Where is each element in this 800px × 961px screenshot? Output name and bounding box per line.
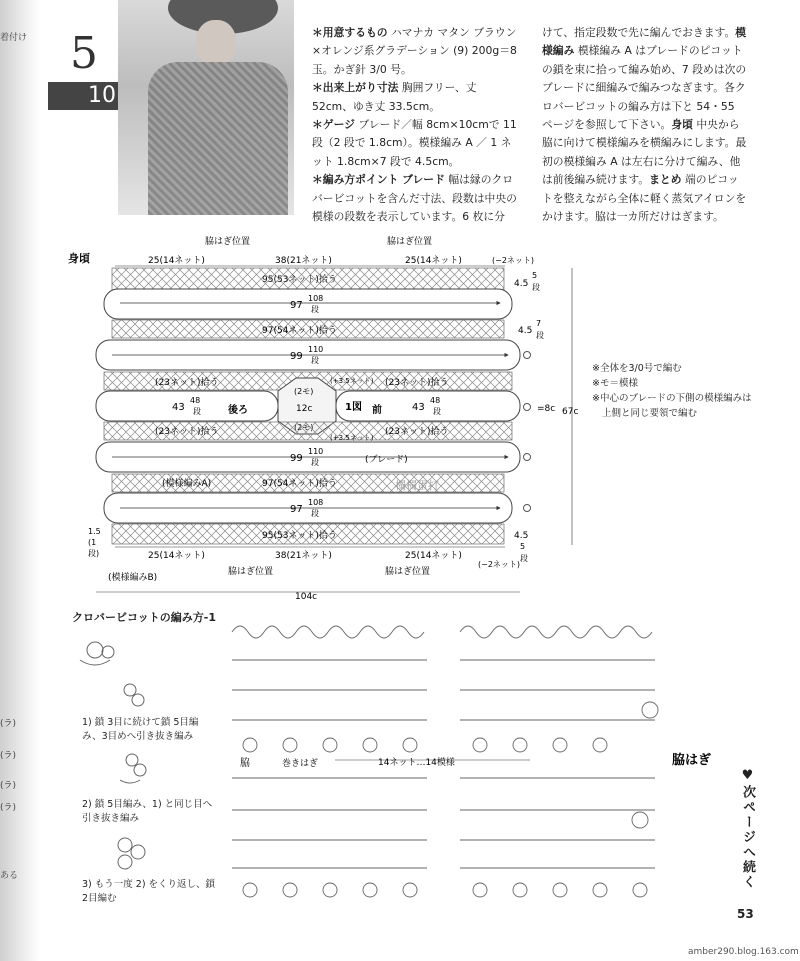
instr-points: ＊編み方ポイント ブレード 幅は縁のクロバービコットを含んだ寸法、段数は中央の模様の段数を表示しています。6 枚に分 (312, 173, 517, 224)
total-height: 67c (562, 407, 579, 417)
margin-mark: (ラ) (0, 719, 17, 729)
note-3: ※中心のブレードの下側の模様編みは (592, 393, 752, 404)
margin-mark: (ラ) (0, 781, 17, 791)
clover-steps-drawings (80, 642, 146, 869)
svg-text:48: 48 (430, 396, 441, 405)
repeat-label: 14ネット…14模様 (378, 758, 455, 768)
svg-text:7: 7 (536, 319, 542, 328)
svg-text:5: 5 (520, 542, 526, 551)
clover-step-2: 2) 鎖 5目編み、1) と同じ目へ引き抜き編み (82, 799, 213, 824)
margin-mark: (ラ) (0, 803, 17, 813)
neck-width: 12c (296, 404, 313, 414)
dim-top-1: 25(14ネット) (148, 256, 205, 266)
seam-label-top-right: 脇はぎ位置 (387, 237, 433, 247)
seam-label-bottom-right: 脇はぎ位置 (385, 567, 431, 577)
svg-text:48: 48 (190, 396, 201, 405)
pickup-1: 95(53ネット)拾う (262, 275, 337, 285)
dim-bottom-2: 38(21ネット) (275, 551, 332, 561)
dim-bottom-1: 25(14ネット) (148, 551, 205, 561)
pickup-4: 95(53ネット)拾う (262, 531, 337, 541)
pickup-3: 97(54ネット)拾う (262, 479, 337, 489)
clover-step-1: 1) 鎖 3目に続けて鎖 5目編み、3目めへ引き抜き編み (82, 717, 199, 742)
braid-1-width: 97 (290, 300, 303, 311)
section-title: 身頃 (68, 252, 90, 265)
svg-text:段: 段 (311, 509, 319, 518)
instr-cont: けて、指定段数で先に編んでおきます。模様編み 模様編み A はブレードのピコットの鎖を束に拾って編み始め、7 段めは次のブレードに細編みで編みつなぎます。各クロバービコットの編み方は下と 54・55 ページを参照して下さい。身頃 中央から脇に向けて模様編みを横編みにします。最初の模様編み A は左右に分けて編み、他は前後編み続けます。まとめ 端のピコットを整えながら全体に軽く蒸気アイロンをかけます。脇は一カ所だけはぎます。 (542, 26, 747, 224)
svg-text:段: 段 (520, 554, 528, 563)
note-4: 上側と同じ要領で編む (602, 408, 698, 419)
side-seam-label: 脇はぎ (672, 753, 712, 768)
front-label: 前 (372, 405, 382, 416)
svg-text:段: 段 (311, 356, 319, 365)
braid-4-width: 97 (290, 504, 303, 515)
minus-net-top: (−2ネット) (492, 256, 535, 265)
pickup-center-4: (23ネット)拾う (385, 427, 449, 437)
dim-top-3: 25(14ネット) (405, 256, 462, 266)
note-1: ※全体を3/0号で編む (592, 363, 682, 374)
note-2: ※モ＝模様 (592, 378, 638, 389)
diagram-notes (592, 361, 752, 421)
front-width: 43 (412, 402, 425, 413)
right-dim-4: 4.5 (514, 531, 529, 541)
svg-text:(+3.5ネット): (+3.5ネット) (330, 377, 374, 385)
pickup-center-1: (23ネット)拾う (155, 378, 219, 388)
instr-size: ＊出来上がり寸法 胸囲フリー、丈 52cm、ゆき丈 33.5cm。 (312, 81, 477, 113)
braid-label: (ブレード) (365, 455, 408, 465)
svg-text:110: 110 (308, 345, 324, 354)
dim-bottom-3: 25(14ネット) (405, 551, 462, 561)
pattern-a-label: (模様編みA) (162, 479, 212, 489)
margin-text: ある (0, 871, 19, 881)
side-label: 脇 (240, 758, 250, 769)
pattern-subnumber: 10 (48, 82, 120, 110)
continue-next-page: ♥次ページへ続く (740, 768, 755, 890)
svg-text:108: 108 (308, 498, 324, 507)
svg-text:段): 段) (88, 549, 100, 558)
svg-text:(2モ): (2モ) (294, 387, 314, 396)
svg-text:(1: (1 (88, 538, 97, 547)
blog-footer: amber290.blog.163.com (688, 947, 799, 957)
svg-text:段: 段 (532, 283, 540, 292)
svg-text:段: 段 (433, 407, 441, 416)
seam-label-top-left: 脇はぎ位置 (205, 237, 251, 247)
svg-text:5: 5 (532, 271, 538, 280)
pattern-number: 5 (70, 28, 98, 79)
pickup-center-2: (23ネット)拾う (385, 378, 449, 388)
svg-text:110: 110 (308, 447, 324, 456)
svg-text:段: 段 (311, 305, 319, 314)
pickup-center-3: (23ネット)拾う (155, 427, 219, 437)
left-dim: 1.5 (88, 527, 101, 536)
instr-materials: ＊用意するもの ハマナカ マタン ブラウン×オレンジ系グラデーション (9) 200g＝8玉。かぎ針 3/0 号。 (312, 26, 517, 76)
right-dim-2: 4.5 (518, 326, 533, 336)
dim-top-2: 38(21ネット) (275, 256, 332, 266)
svg-text:段: 段 (536, 331, 544, 340)
page-number: 53 (737, 907, 754, 921)
clover-title: クロバービコットの編み方-1 (72, 611, 216, 624)
braid-2-width: 99 (290, 351, 303, 362)
wrap-seam-label: 巻きはぎ (282, 759, 319, 769)
braid-1-rows: 108 (308, 294, 324, 303)
back-label: 後ろ (228, 405, 248, 416)
svg-text:段: 段 (311, 458, 319, 467)
clover-step-3: 3) もう一度 2) をくり返し、鎖 2目編む (82, 879, 216, 904)
braid-3-width: 99 (290, 453, 303, 464)
svg-text:(+3.5ネット): (+3.5ネット) (330, 434, 374, 442)
back-width: 43 (172, 402, 185, 413)
margin-mark: (ラ) (0, 751, 17, 761)
pickup-2: 97(54ネット)拾う (262, 326, 337, 336)
right-dim-1: 4.5 (514, 279, 529, 289)
right-dim-3: =8c (537, 404, 556, 414)
instr-gauge: ＊ゲージ ブレード／幅 8cm×10cmで 11段（2 段で 1.8cm）。模様編み A ／ 1 ネット 1.8cm×7 段で 4.5cm。 (312, 118, 517, 168)
total-width: 104c (295, 592, 318, 602)
minus-net-bottom: (−2ネット) (478, 560, 521, 569)
figure-label: 1図 (345, 402, 362, 413)
watermark: 㯮㯮蛋打 (395, 479, 439, 492)
margin-text: 着付け (0, 33, 28, 43)
svg-text:段: 段 (193, 407, 201, 416)
seam-label-bottom-left: 脇はぎ位置 (228, 567, 274, 577)
pattern-b-label: (模様編みB) (108, 573, 158, 583)
